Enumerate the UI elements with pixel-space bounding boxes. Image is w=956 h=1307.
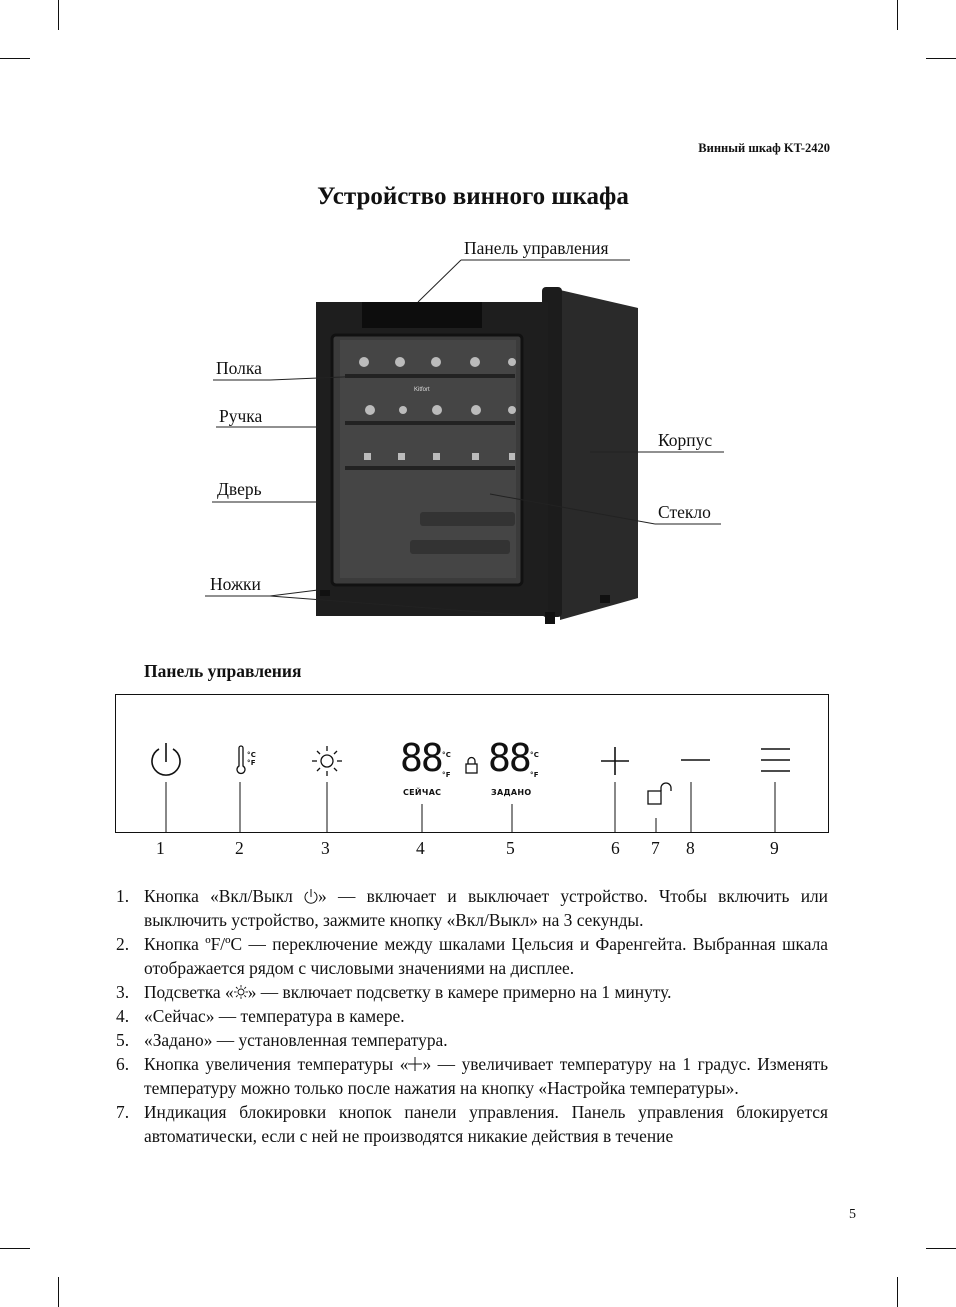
label-legs: Ножки — [210, 574, 261, 594]
unit-c: °C — [442, 751, 452, 759]
callout-number: 4 — [416, 838, 425, 858]
list-item: 6. Кнопка увеличения температуры « » — увеличивает температуру на 1 градус. Изменять температуру можно только после нажатия на кнопку «Настройка температуры». — [116, 1054, 828, 1098]
unit-f: °F — [442, 771, 451, 779]
unit-f: °F — [247, 759, 256, 767]
current-temp-display: 88 — [400, 736, 442, 780]
label-handle: Ручка — [219, 406, 263, 426]
crop-mark — [0, 1248, 30, 1249]
running-header: Винный шкаф KT-2420 — [698, 141, 830, 155]
label-glass: Стекло — [658, 502, 711, 522]
callout-number: 1 — [156, 838, 165, 858]
unit-f: °F — [530, 771, 539, 779]
unit-c: °C — [247, 751, 257, 759]
list-item: 1. Кнопка «Вкл/Выкл » — включает и выключает устройство. Чтобы включить или выключить устройство, зажмите кнопку «Вкл/Выкл» на 3 секунды. — [116, 886, 828, 930]
set-label: ЗАДАНО — [491, 788, 532, 797]
page-number: 5 — [849, 1207, 856, 1222]
plus-icon — [408, 1056, 422, 1072]
callout-number: 2 — [235, 838, 244, 858]
label-shelf: Полка — [216, 358, 262, 378]
wine-cabinet-illustration — [316, 287, 638, 624]
callout-number: 3 — [321, 838, 330, 858]
page-title: Устройство винного шкафа — [317, 183, 629, 210]
control-description-list — [116, 884, 828, 1148]
callout-number: 5 — [506, 838, 515, 858]
list-item: 7. Индикация блокировки кнопок панели управления. Панель управления блокируется автоматически, если с ней не производятся никакие действия в течение — [116, 1102, 828, 1146]
set-temp-display: 88 — [488, 736, 530, 780]
list-item: 5. «Задано» — установленная температура. — [116, 1030, 448, 1050]
callout-number: 8 — [686, 838, 695, 858]
crop-mark — [926, 1248, 956, 1249]
callout-number: 7 — [651, 838, 660, 858]
unit-c: °C — [530, 751, 540, 759]
list-item: 2. Кнопка ºF/ºC — переключение между шкалами Цельсия и Фаренгейта. Выбранная шкала отображается рядом с числовыми значениями на дисплее. — [116, 934, 828, 978]
brand-logo: Kitfort — [414, 387, 430, 393]
label-door: Дверь — [217, 479, 262, 499]
list-item: 4. «Сейчас» — температура в камере. — [116, 1006, 405, 1026]
crop-mark — [897, 1277, 898, 1307]
crop-mark — [58, 1277, 59, 1307]
label-body: Корпус — [658, 430, 713, 450]
now-label: СЕЙЧАС — [403, 788, 442, 797]
list-item: 3. Подсветка « » — включает подсветку в камере примерно на 1 минуту. — [116, 982, 672, 1002]
section-title: Панель управления — [144, 661, 302, 681]
sun-icon — [234, 984, 248, 1000]
callout-number: 9 — [770, 838, 779, 858]
label-control-panel: Панель управления — [464, 238, 609, 258]
control-panel-diagram — [115, 694, 829, 833]
power-icon — [304, 888, 318, 904]
callout-number: 6 — [611, 838, 620, 858]
